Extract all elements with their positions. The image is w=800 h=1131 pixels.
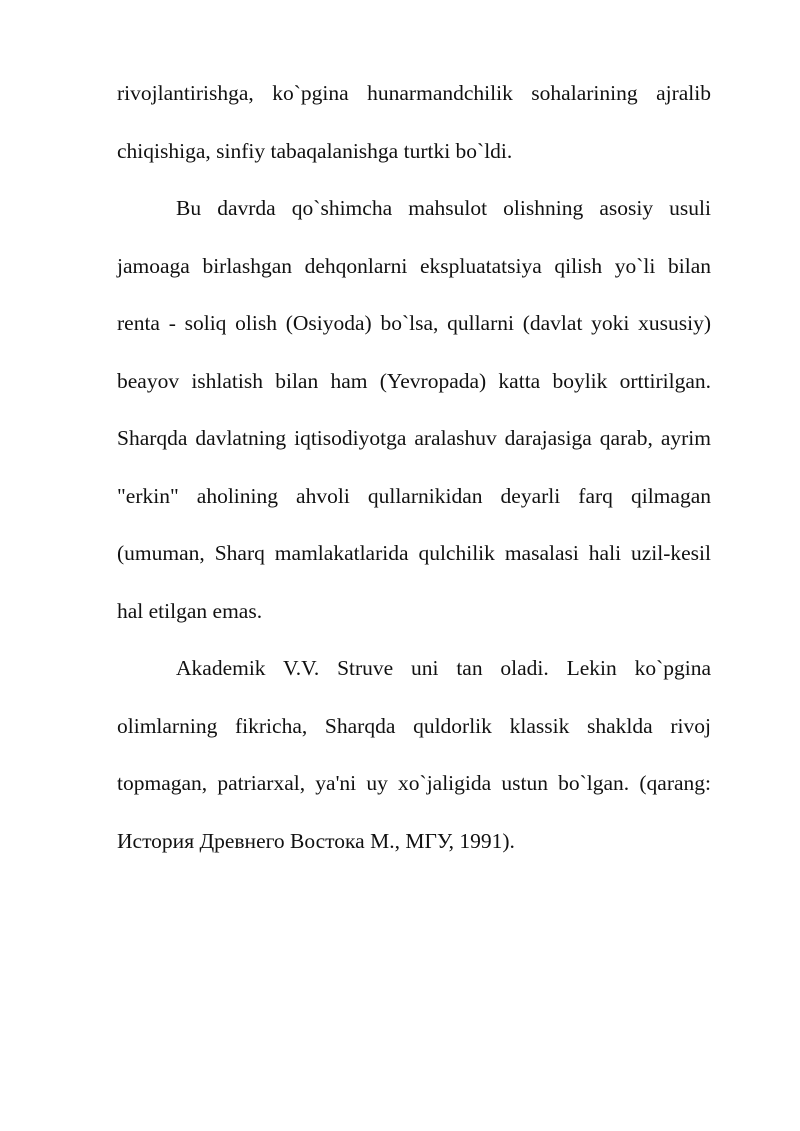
paragraph-3: Akademik V.V. Struve uni tan oladi. Lekin ko`pgina olimlarning fikricha, Sharqda quldorlik klassik shaklda rivoj topmagan, patriarxal, ya'ni uy xo`jaligida ustun bo`lgan. (qarang: История Древнего Востока М., МГУ, 1991). <box>117 656 711 853</box>
body-text <box>117 65 711 870</box>
paragraph-2: Bu davrda qo`shimcha mahsulot olishning asosiy usuli jamoaga birlashgan dehqonlarni ekspluatatsiya qilish yo`li bilan renta - soliq olish (Osiyoda) bo`lsa, qullarni (davlat yoki xususiy) beayov ishlatish bilan ham (Yevropada) katta boylik orttirilgan. Sharqda davlatning iqtisodiyotga aralashuv darajasiga qarab, ayrim "erkin" aholining ahvoli qullarnikidan deyarli farq qilmagan (umuman, Sharq mamlakatlarida qulchilik masalasi hali uzil-kesil hal etilgan emas. <box>117 196 711 623</box>
paragraph-1: rivojlantirishga, ko`pgina hunarmandchilik sohalarining ajralib chiqishiga, sinfiy tabaqalanishga turtki bo`ldi. <box>117 81 711 163</box>
